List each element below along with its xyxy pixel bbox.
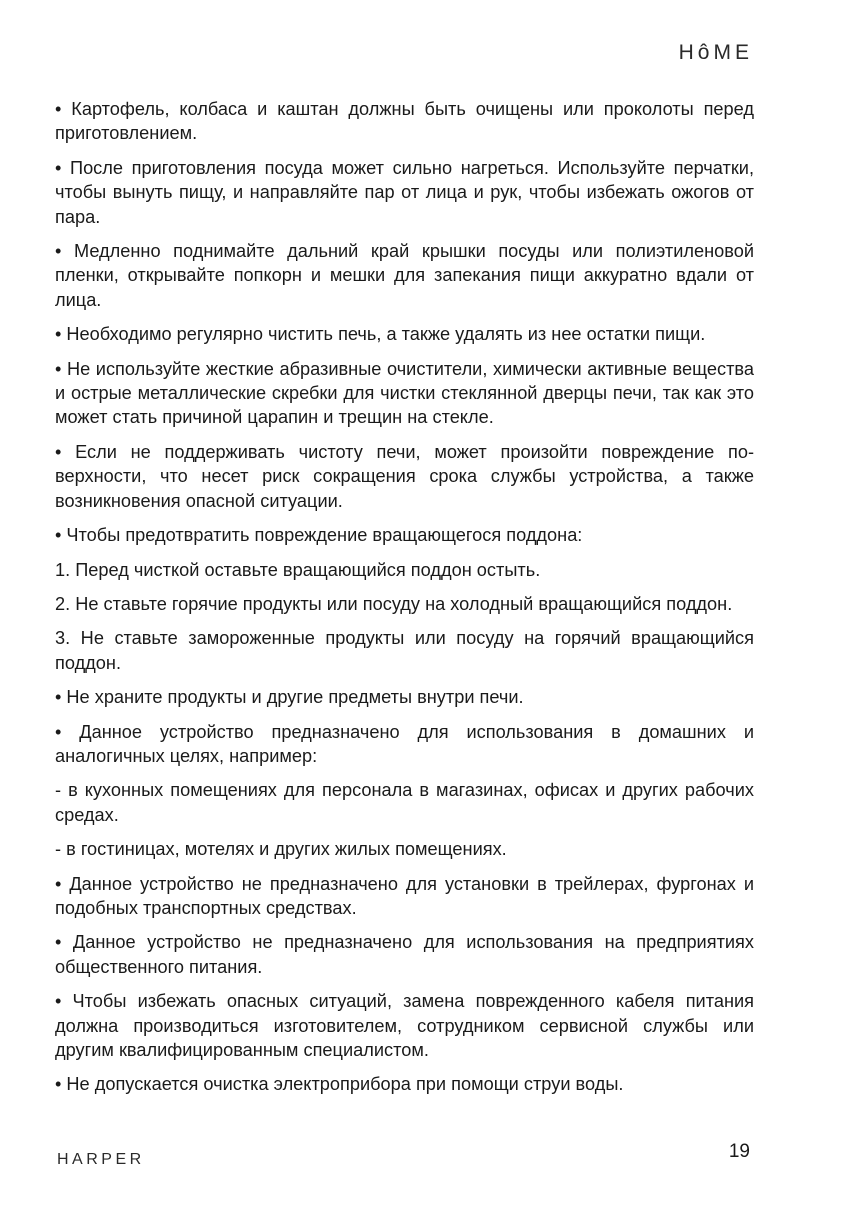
paragraph-turntable-step-3: 3. Не ставьте замороженные продукты или посуду на горячий вращающийся поддон. <box>55 628 754 673</box>
paragraph-turntable-step-1: 1. Перед чисткой оставьте вращающийся поддон остыть. <box>55 559 541 580</box>
paragraph-turntable-intro: • Чтобы предотвратить повреждение вращающегося поддона: <box>55 525 583 546</box>
home-logo: HôME <box>678 41 753 64</box>
paragraph-no-storage: • Не храните продукты и другие предметы внутри печи. <box>55 687 524 708</box>
page-body <box>55 97 754 1107</box>
page-number: 19 <box>728 1141 750 1162</box>
paragraph-lift-lid: • Медленно поднимайте дальний край крышки посуды или полиэтиленовой пленки, открывайте попкорн и мешки для запекания пищи аккуратно вдали от лица. <box>55 241 754 310</box>
harper-brand-logo: HARPER <box>57 1151 145 1168</box>
paragraph-peel-food: • Картофель, колбаса и каштан должны быть очищены или проколоты перед приготовлением. <box>55 99 754 144</box>
paragraph-turntable-step-2: 2. Не ставьте горячие продукты или посуду на холодный вращающийся поддон. <box>55 593 733 614</box>
paragraph-no-vehicles: • Данное устройство не предназначено для установки в трейлерах, фургонах и подобных транспортных средствах. <box>55 873 754 918</box>
paragraph-cable-replacement: • Чтобы избежать опасных ситуаций, замена поврежденного кабеля питания должна производиться изготовителем, сотрудником сервисной службы или другим квалифицированным специалистом. <box>55 991 754 1060</box>
paragraph-no-abrasives: • Не используйте жесткие абразивные очистители, химически активные вещества и острые металлические скребки для чистки стеклянной дверцы печи, так как это может стать причиной царапин и трещин на стекле. <box>55 358 754 428</box>
paragraph-staff-kitchens: - в кухонных помещениях для персонала в магазинах, офисах и других рабочих средах. <box>55 780 754 825</box>
paragraph-keep-clean: • Если не поддерживать чистоту печи, может произойти повреждение поверхности, что несет риск сокращения срока службы устройства, а также возникновения опасной ситуации. <box>55 441 754 511</box>
paragraph-household-use: • Данное устройство предназначено для использования в домашних и аналогичных целях, например: <box>55 721 754 766</box>
paragraph-no-water-jet: • Не допускается очистка электроприбора при помощи струи воды. <box>55 1074 624 1095</box>
paragraph-no-catering: • Данное устройство не предназначено для использования на предприятиях общественного питания. <box>55 932 754 977</box>
paragraph-clean-regularly: • Необходимо регулярно чистить печь, а также удалять из нее остатки пищи. <box>55 324 706 345</box>
paragraph-hot-dishes: • После приготовления посуда может сильно нагреться. Используйте перчатки, чтобы вынуть пищу, и направляйте пар от лица и рук, чтобы избежать ожогов от пара. <box>55 157 754 227</box>
paragraph-hotels: - в гостиницах, мотелях и других жилых помещениях. <box>55 839 507 860</box>
